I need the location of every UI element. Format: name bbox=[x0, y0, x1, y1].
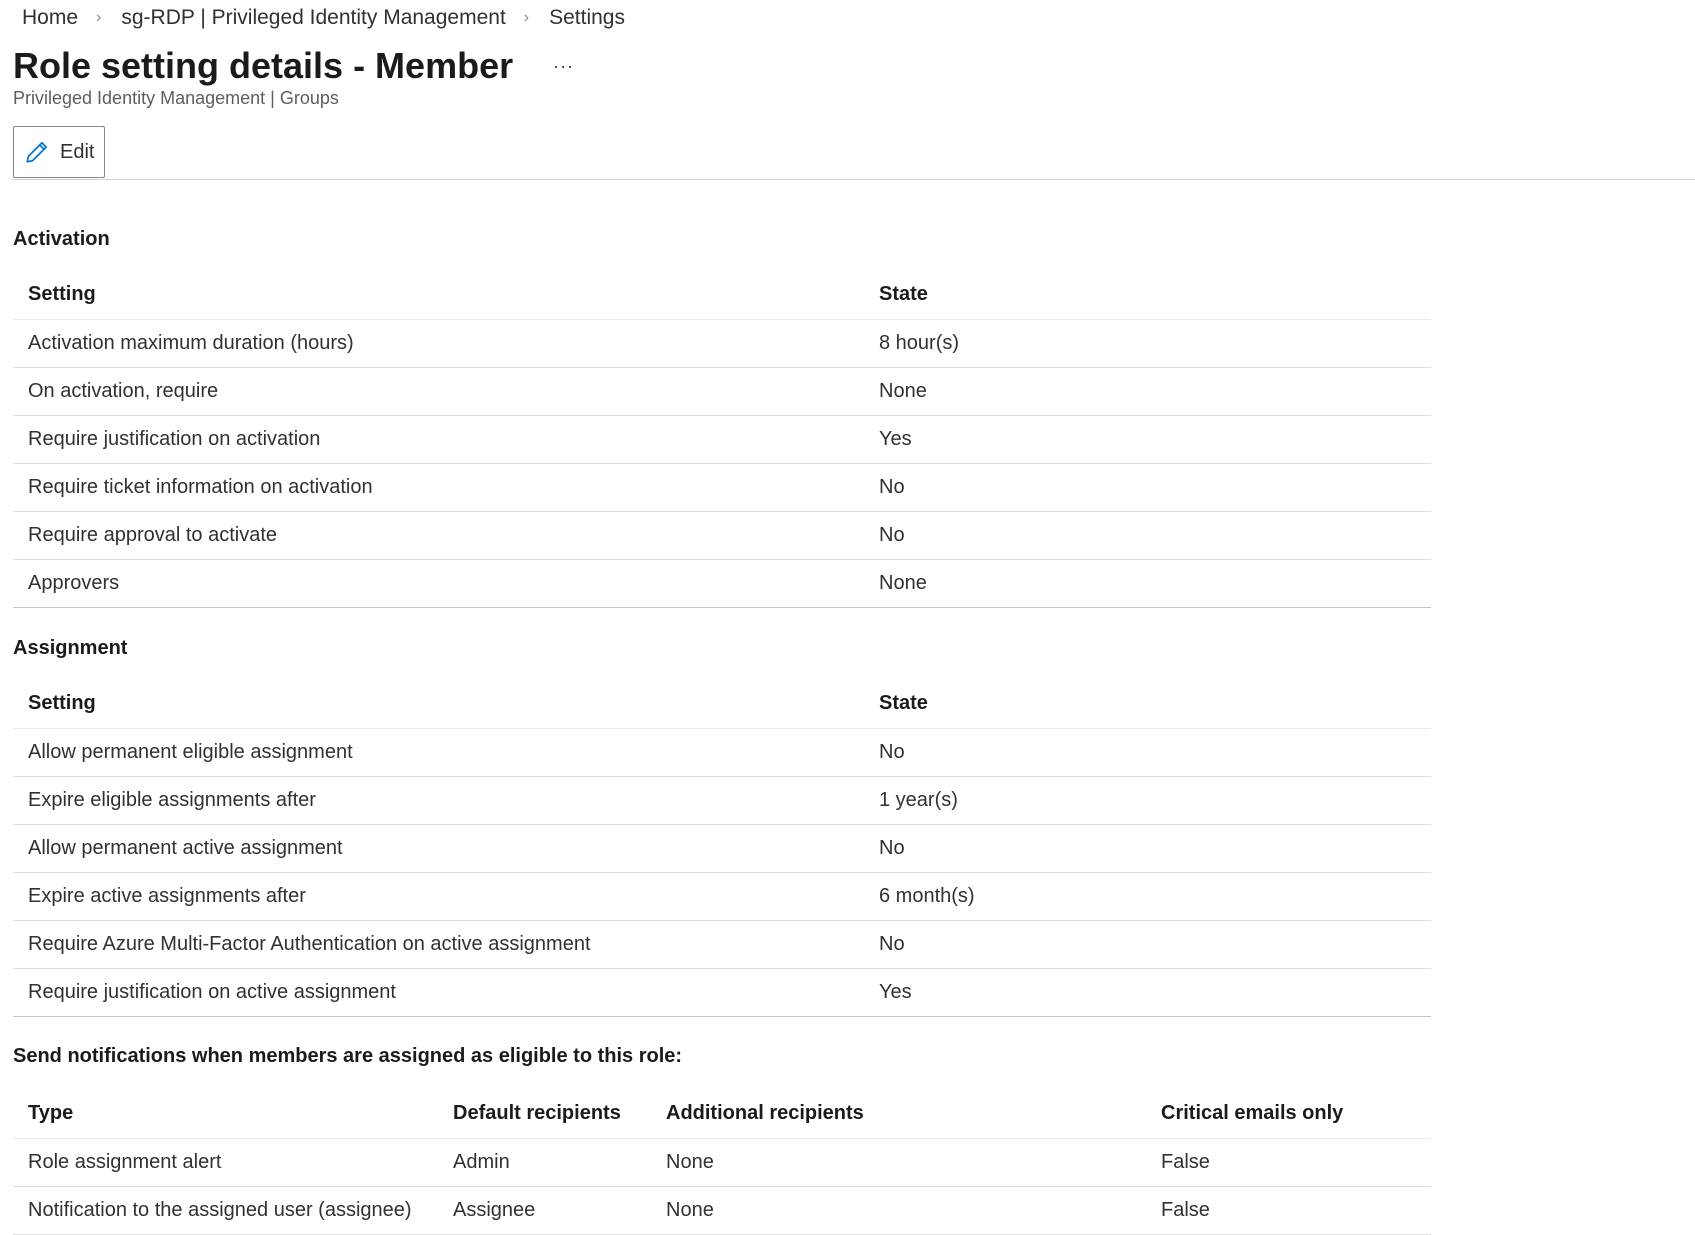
page-title: Role setting details - Member bbox=[13, 45, 514, 86]
default-recipients: Admin bbox=[453, 1151, 510, 1173]
notification-type: Role assignment alert bbox=[28, 1151, 222, 1173]
chevron-right-icon: › bbox=[523, 9, 530, 26]
activation-heading: Activation bbox=[13, 228, 110, 250]
table-row bbox=[13, 1187, 1431, 1235]
setting-state: Yes bbox=[879, 981, 912, 1003]
column-header-type: Type bbox=[28, 1102, 74, 1124]
setting-name: On activation, require bbox=[28, 380, 219, 402]
setting-name: Require justification on activation bbox=[28, 428, 321, 450]
table-row bbox=[13, 777, 1431, 825]
critical-emails-only: False bbox=[1161, 1151, 1210, 1173]
more-options-button[interactable]: ··· bbox=[553, 55, 575, 76]
activation-header-row bbox=[13, 270, 1431, 320]
setting-state: 8 hour(s) bbox=[879, 332, 960, 354]
setting-name: Allow permanent active assignment bbox=[28, 837, 343, 859]
table-row bbox=[13, 368, 1431, 416]
table-row bbox=[13, 560, 1431, 608]
breadcrumb-home-link[interactable]: Home bbox=[22, 6, 79, 29]
column-header-state: State bbox=[879, 692, 928, 714]
setting-name: Approvers bbox=[28, 572, 120, 594]
table-row bbox=[13, 825, 1431, 873]
page-subtitle: Privileged Identity Management | Groups bbox=[13, 88, 339, 108]
table-row bbox=[13, 1139, 1431, 1187]
breadcrumb bbox=[22, 2, 625, 34]
additional-recipients: None bbox=[666, 1151, 714, 1173]
breadcrumb-group-pim-link[interactable]: sg-RDP | Privileged Identity Management bbox=[121, 6, 506, 29]
setting-name: Allow permanent eligible assignment bbox=[28, 741, 353, 763]
column-header-setting: Setting bbox=[28, 283, 96, 305]
setting-state: Yes bbox=[879, 428, 912, 450]
setting-state: None bbox=[879, 572, 927, 594]
additional-recipients: None bbox=[666, 1199, 714, 1221]
setting-name: Expire eligible assignments after bbox=[28, 789, 316, 811]
setting-name: Require justification on active assignment bbox=[28, 981, 396, 1003]
toolbar-divider bbox=[13, 179, 1695, 180]
notifications-table bbox=[13, 1089, 1431, 1235]
setting-state: No bbox=[879, 837, 905, 859]
table-row bbox=[13, 416, 1431, 464]
setting-state: No bbox=[879, 933, 905, 955]
assignment-header-row bbox=[13, 679, 1431, 729]
setting-name: Activation maximum duration (hours) bbox=[28, 332, 354, 354]
title-row bbox=[13, 38, 578, 94]
setting-name: Expire active assignments after bbox=[28, 885, 306, 907]
edit-label: Edit bbox=[60, 140, 95, 163]
edit-button[interactable] bbox=[13, 126, 105, 178]
setting-name: Require approval to activate bbox=[28, 524, 278, 546]
default-recipients: Assignee bbox=[453, 1199, 536, 1221]
column-header-default-recipients: Default recipients bbox=[453, 1102, 621, 1124]
activation-table bbox=[13, 270, 1431, 608]
critical-emails-only: False bbox=[1161, 1199, 1210, 1221]
setting-state: No bbox=[879, 524, 905, 546]
setting-name: Require Azure Multi-Factor Authentication on active assignment bbox=[28, 933, 591, 955]
notifications-heading: Send notifications when members are assigned as eligible to this role: bbox=[13, 1045, 683, 1067]
table-row bbox=[13, 873, 1431, 921]
column-header-setting: Setting bbox=[28, 692, 96, 714]
setting-state: No bbox=[879, 741, 905, 763]
column-header-additional-recipients: Additional recipients bbox=[666, 1102, 864, 1124]
setting-state: 1 year(s) bbox=[879, 789, 958, 811]
column-header-state: State bbox=[879, 283, 928, 305]
table-row bbox=[13, 969, 1431, 1017]
pencil-icon bbox=[24, 139, 50, 165]
table-row bbox=[13, 921, 1431, 969]
notifications-header-row bbox=[13, 1089, 1431, 1139]
setting-state: 6 month(s) bbox=[879, 885, 975, 907]
table-row bbox=[13, 729, 1431, 777]
table-row bbox=[13, 320, 1431, 368]
setting-name: Require ticket information on activation bbox=[28, 476, 373, 498]
breadcrumb-settings-link[interactable]: Settings bbox=[549, 6, 625, 29]
setting-state: None bbox=[879, 380, 927, 402]
assignment-heading: Assignment bbox=[13, 637, 128, 659]
setting-state: No bbox=[879, 476, 905, 498]
table-row bbox=[13, 512, 1431, 560]
column-header-critical-emails-only: Critical emails only bbox=[1161, 1102, 1344, 1124]
assignment-table bbox=[13, 679, 1431, 1017]
table-row bbox=[13, 464, 1431, 512]
chevron-right-icon: › bbox=[96, 9, 102, 26]
notification-type: Notification to the assigned user (assignee) bbox=[28, 1199, 412, 1221]
